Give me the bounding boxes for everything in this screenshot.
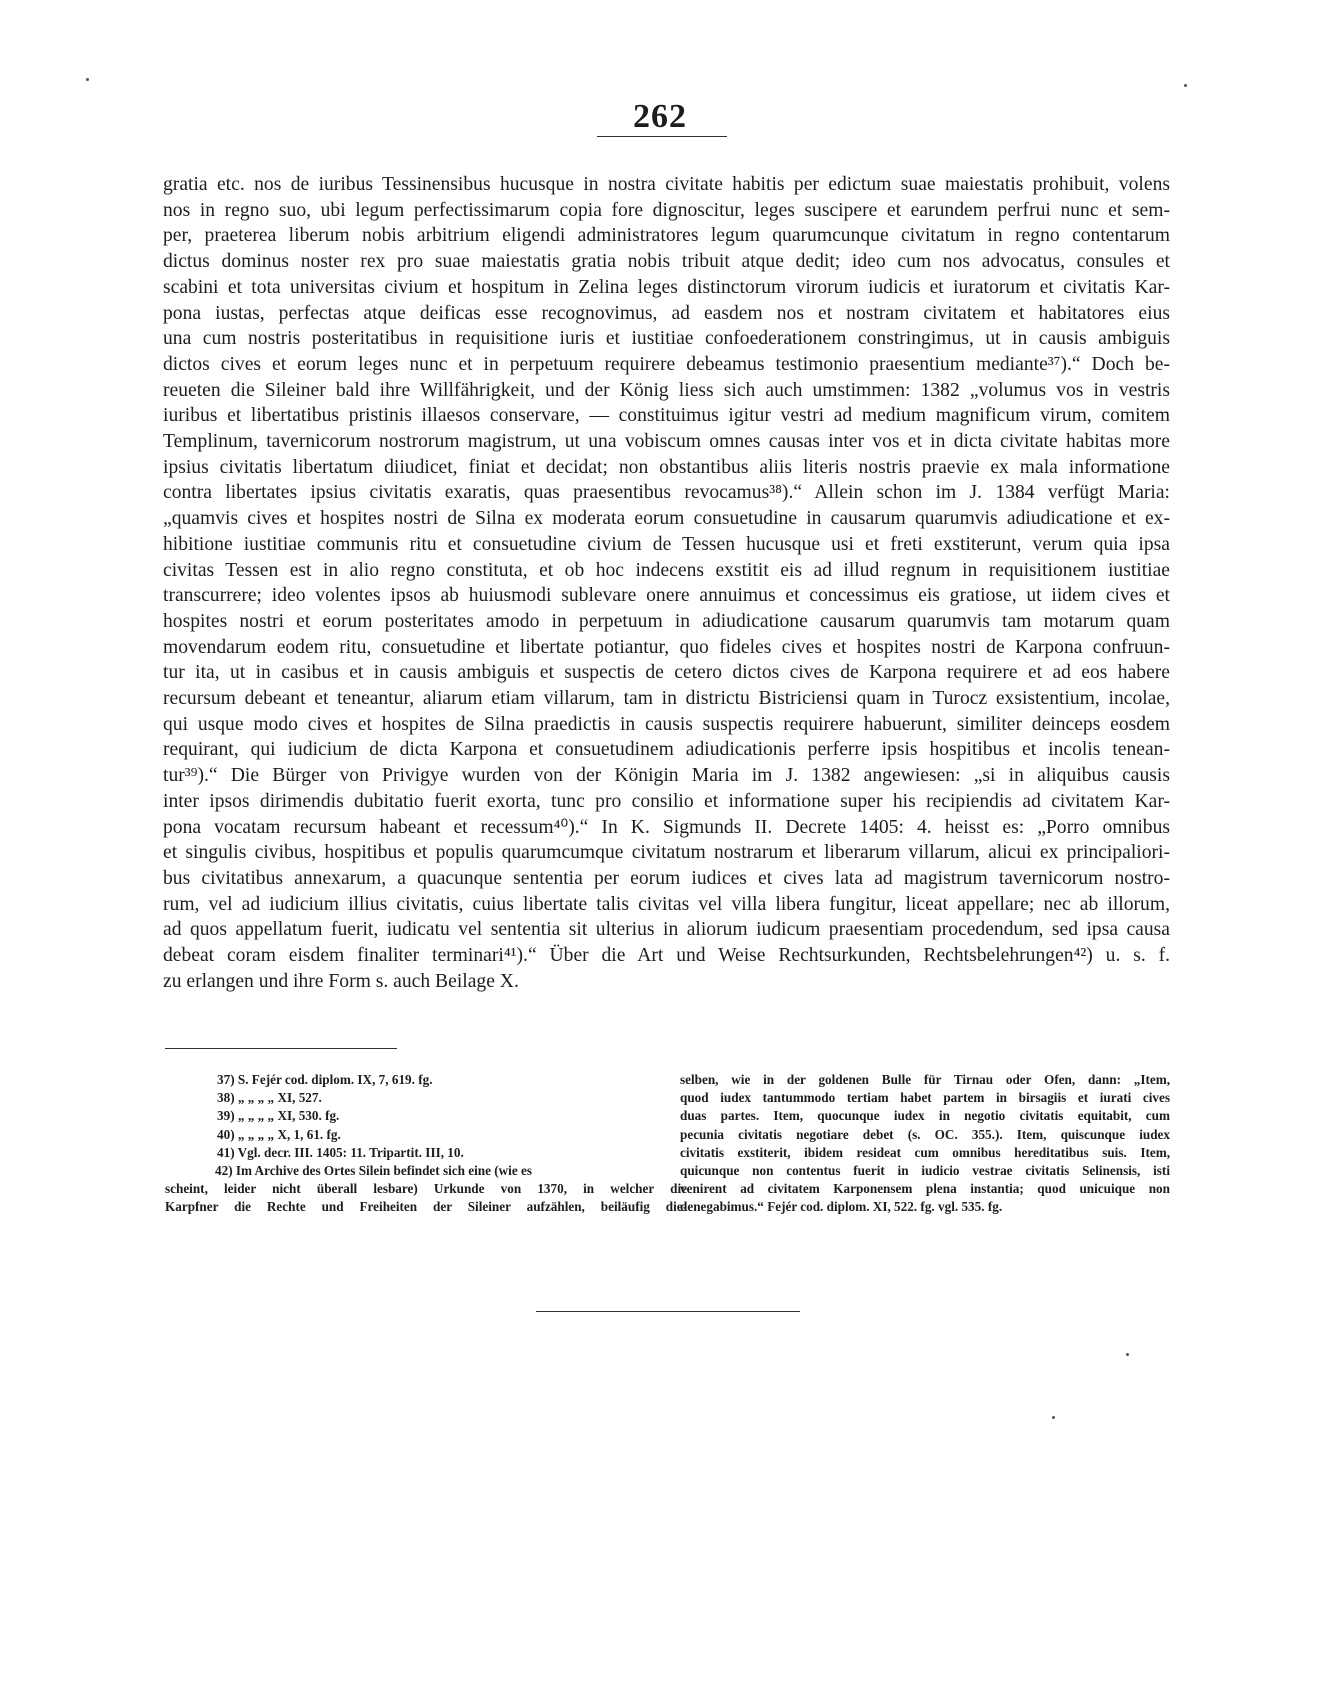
- scan-speck: [1052, 1416, 1055, 1419]
- footnote-line: scheint, leider nicht überall lesbare) Urkunde von 1370, in welcher die: [165, 1181, 687, 1197]
- footnote-line: 38) „ „ „ „ XI, 527.: [217, 1090, 322, 1106]
- footnote-line: quicunque non contentus fuerit in iudicio vestrae civitatis Selinensis, isti: [680, 1163, 1170, 1179]
- bottom-rule: [536, 1311, 800, 1312]
- body-line: qui usque modo cives et hospites de Silna praedictis in causis suspectis requirere habuerunt, similiter deinceps eosdem: [163, 713, 1170, 735]
- body-line: Templinum, tavernicorum nostrorum magistrum, ut una vobiscum omnes causas inter vos et in dicta civitate habitas more: [163, 431, 1170, 453]
- footnotes-left-column: [165, 1071, 687, 1217]
- body-text: [163, 172, 1170, 995]
- body-line: inter ipsos dirimendis dubitatio fuerit exorta, tunc pro consilio et informatione super his recipiendis ad civitatem Kar-: [163, 790, 1170, 812]
- body-line: ipsius civitatis libertatum diiudicet, finiat et decidat; non obstantibus aliis literis nostris praevie ex mala informatione: [163, 456, 1170, 478]
- footnote-line: Karpfner die Rechte und Freiheiten der Sileiner aufzählen, beiläufig die-: [165, 1199, 687, 1215]
- scan-speck: [86, 78, 89, 81]
- body-line: rum, vel ad iudicium illius civitatis, cuius libertate talis civitas vel villa libera fungitur, liceat appellare; nec ab illorum,: [163, 893, 1170, 915]
- body-line: zu erlangen und ihre Form s. auch Beilage X.: [163, 970, 519, 992]
- footnote-line: duas partes. Item, quocunque iudex in negotio civitatis equitabit, cum: [680, 1108, 1170, 1124]
- body-line: pona vocatam recursum habeant et recessum⁴⁰).“ In K. Sigmunds II. Decrete 1405: 4. heisst es: „Porro omnibus: [163, 816, 1170, 838]
- footnote-line: 41) Vgl. decr. III. 1405: 11. Tripartit. III, 10.: [217, 1144, 464, 1160]
- body-line: ad quos appellatum fuerit, iudicatu vel sententia sit ulterius in aliorum iudicum praesentiam procedendum, sed ipsa causa: [163, 919, 1170, 941]
- body-line: scabini et tota universitas civium et hospitum in Zelina leges distinctorum virorum iudicis et iuratorum et civitatis Kar-: [163, 276, 1170, 298]
- body-line: tur³⁹).“ Die Bürger von Privigye wurden von der Königin Maria im J. 1382 angewiesen: „si in aliquibus causis: [163, 765, 1170, 787]
- body-line: gratia etc. nos de iuribus Tessinensibus hucusque in nostra civitate habitis per edictum suae maiestatis prohibuit, volens: [163, 174, 1170, 195]
- footnote-line: selben, wie in der goldenen Bulle für Tirnau oder Ofen, dann: „Item,: [680, 1072, 1170, 1087]
- footnote-line: pecunia civitatis negotiare debet (s. OC. 355.). Item, quiscunque iudex: [680, 1126, 1170, 1142]
- body-line: et singulis civibus, hospitibus et populis quarumcumque civitatum nostrarum et liberarum villarum, alicui ex principaliori-: [163, 842, 1170, 864]
- body-line: pona iustas, perfectas atque deificas esse recognovimus, ad easdem nos et nostram civitatem et habitatores eius: [163, 302, 1170, 324]
- page-number-rule: [597, 136, 727, 137]
- body-line: tur ita, ut in casibus et in causis ambiguis et suspectis de cetero dictos cives de Karpona requirere et ad eos habere: [163, 662, 1170, 684]
- body-line: transcurrere; ideo volentes ipsos ab huiusmodi sublevare onere annuimus et concessimus eis gratiose, ut iidem cives et: [163, 585, 1170, 607]
- body-line: dictus dominus noster rex pro suae maiestatis gratia nobis tribuit atque dedit; ideo cum nos advocatus, consules et: [163, 251, 1170, 273]
- footnote-line: venirent ad civitatem Karponensem plena instantia; quod unicuique non: [680, 1181, 1170, 1197]
- body-line: civitas Tessen est in alio regno constituta, et ob hoc indecens exstitit eis ad illud regnum in requisitionem iustitiae: [163, 559, 1170, 581]
- body-line: iuribus et libertatibus pristinis illaesos conservare, — constituimus igitur vestri ad medium magnificum virum, comitem: [163, 405, 1170, 427]
- footnote-line: civitatis exstiterit, ibidem resideat cum omnibus hereditatibus suis. Item,: [680, 1144, 1170, 1160]
- page-number: 262: [633, 98, 687, 135]
- body-line: nos in regno suo, ubi legum perfectissimarum copia fore dignoscitur, leges suscipere et earundem perfrui nunc et sem-: [163, 199, 1170, 221]
- body-line: hibitione iustitiae communis ritu et consuetudine civium de Tessen hucusque usi et freti exstiterunt, verum quia ipsa: [163, 533, 1170, 555]
- body-line: recursum debeant et teneantur, aliarum etiam villarum, tam in districtu Bistriciensi quam in Turocz exsistentium, incolae,: [163, 688, 1170, 710]
- body-line: „quamvis cives et hospites nostri de Silna ex moderata eorum consuetudine in causarum quarumvis adiudicatione et ex-: [163, 508, 1170, 530]
- footnote-line: 42) Im Archive des Ortes Silein befindet sich eine (wie es: [215, 1163, 532, 1179]
- footnote-divider: [165, 1048, 397, 1049]
- body-line: requirant, qui iudicium de dicta Karpona et consuetudinem adiudicationis perferre ipsis hospitibus et incolis tenean-: [163, 739, 1170, 761]
- footnote-line: quod iudex tantummodo tertiam habet partem in birsagiis et iurati cives: [680, 1090, 1170, 1106]
- body-line: reueten die Sileiner bald ihre Willfährigkeit, und der König liess sich auch umstimmen: 1382 „volumus vos in vestris: [163, 379, 1170, 401]
- body-line: bus civitatibus annexarum, a quacunque sententia per eorum iudices et cives lata ad magistrum tavernicorum nostro-: [163, 867, 1170, 889]
- body-line: una cum nostris posteritatibus in requisitione iuris et iustitiae confoederationem constringimus, ut in causis ambiguis: [163, 328, 1170, 350]
- body-line: per, praeterea liberum nobis arbitrium eligendi administratores legum quarumcunque civitatum in regno contentarum: [163, 225, 1170, 247]
- body-line: contra libertates ipsius civitatis exaratis, quas praesentibus revocamus³⁸).“ Allein schon im J. 1384 verfügt Maria:: [163, 482, 1170, 504]
- footnotes-right-column: [680, 1071, 1170, 1217]
- scan-speck: [1184, 84, 1187, 87]
- footnote-line: denegabimus.“ Fejér cod. diplom. XI, 522. fg. vgl. 535. fg.: [680, 1199, 1003, 1215]
- scan-speck: [1126, 1353, 1129, 1356]
- body-line: hospites nostri et eorum posteritates amodo in perpetuum in adiudicatione causarum quarumvis tam motarum quam: [163, 610, 1170, 632]
- footnote-line: 37) S. Fejér cod. diplom. IX, 7, 619. fg.: [217, 1072, 433, 1087]
- footnote-line: 39) „ „ „ „ XI, 530. fg.: [217, 1108, 340, 1124]
- body-line: movendarum eodem ritu, consuetudine et libertate potiantur, quo fideles cives et hospites nostri de Karpona confruun-: [163, 636, 1170, 658]
- body-line: debeat coram eisdem finaliter terminari⁴¹).“ Über die Art und Weise Rechtsurkunden, Rechtsbelehrungen⁴²) u. s. f.: [163, 945, 1170, 967]
- body-line: dictos cives et eorum leges nunc et in perpetuum requirere debeamus testimonio praesentium mediante³⁷).“ Doch be-: [163, 353, 1170, 375]
- footnote-line: 40) „ „ „ „ X, 1, 61. fg.: [217, 1126, 341, 1142]
